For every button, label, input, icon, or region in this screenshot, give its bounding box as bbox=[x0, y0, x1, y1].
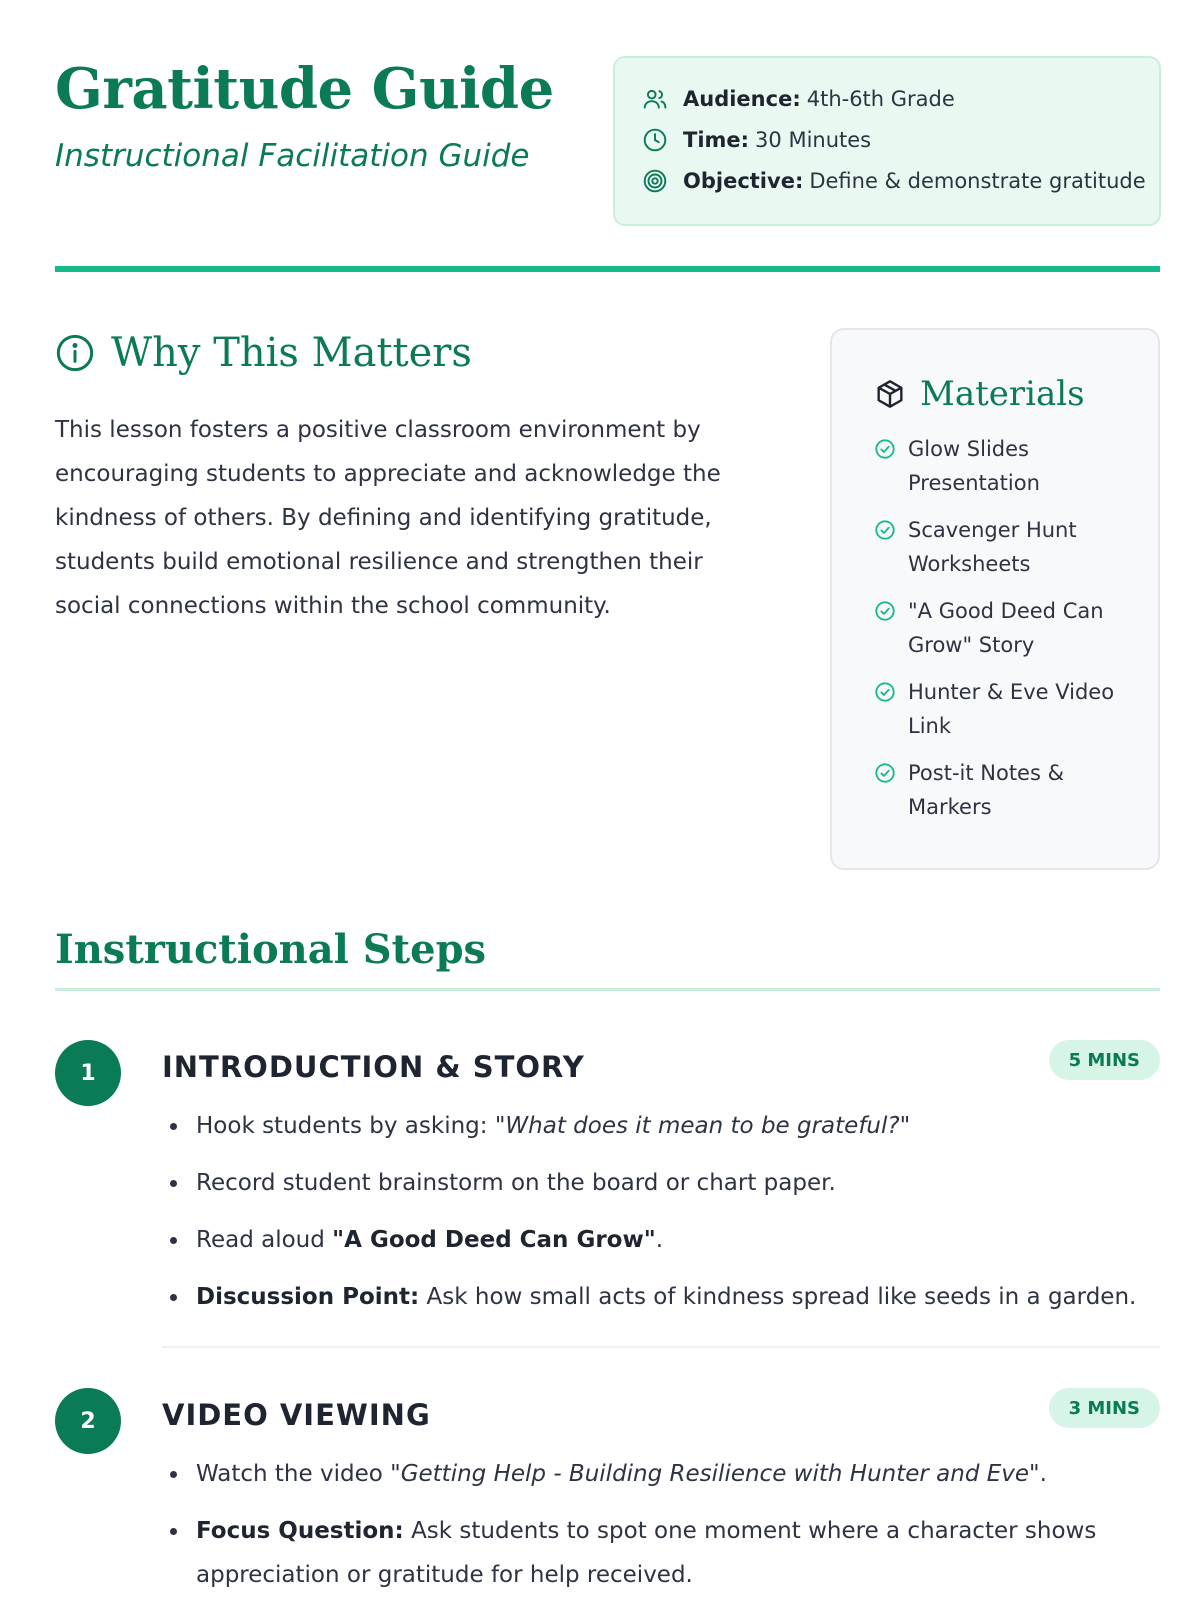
bullet-text: Hook students by asking: bbox=[196, 1113, 495, 1139]
target-icon bbox=[641, 167, 669, 195]
step-bullets bbox=[162, 1104, 1162, 1332]
info-icon bbox=[55, 333, 95, 373]
list-item bbox=[162, 1275, 1162, 1319]
step-title: VIDEO VIEWING bbox=[162, 1398, 431, 1432]
meta-audience-label: Audience: bbox=[683, 86, 801, 111]
list-item bbox=[874, 594, 1138, 662]
clock-icon bbox=[641, 126, 669, 154]
list-item bbox=[874, 675, 1138, 743]
list-item bbox=[874, 756, 1138, 824]
meta-time bbox=[641, 119, 1159, 160]
bullet-suffix: . bbox=[655, 1227, 664, 1253]
meta-audience-value: 4th-6th Grade bbox=[806, 86, 955, 111]
meta-time-label: Time: bbox=[683, 127, 750, 152]
page-header bbox=[55, 56, 1160, 226]
bullet-strong: "A Good Deed Can Grow" bbox=[332, 1227, 656, 1253]
bullet-emphasis: "Getting Help - Building Resilience with Hunter and Eve" bbox=[390, 1461, 1040, 1487]
list-item bbox=[162, 1452, 1162, 1496]
bullet-text: Read aloud bbox=[196, 1227, 333, 1253]
bullet-lead: Focus Question: bbox=[196, 1518, 404, 1544]
list-item bbox=[162, 1104, 1162, 1148]
list-item bbox=[162, 1509, 1162, 1597]
step-number-badge: 2 bbox=[55, 1388, 121, 1454]
materials-heading-text: Materials bbox=[920, 374, 1085, 414]
check-circle-icon bbox=[874, 438, 896, 460]
bullet-text: Ask how small acts of kindness spread like seeds in a garden. bbox=[419, 1284, 1137, 1310]
materials-list bbox=[874, 432, 1138, 824]
material-label: Post-it Notes & Markers bbox=[908, 761, 1064, 819]
material-label: Glow Slides Presentation bbox=[908, 437, 1040, 495]
bullet-lead: Discussion Point: bbox=[196, 1284, 420, 1310]
check-circle-icon bbox=[874, 681, 896, 703]
bullet-text: Ask students to spot one moment where a character shows appreciation or gratitude for help received. bbox=[196, 1518, 1097, 1588]
lesson-meta-box bbox=[613, 56, 1161, 226]
header-divider bbox=[55, 266, 1160, 272]
materials-heading bbox=[874, 374, 1138, 414]
bullet-suffix: . bbox=[1039, 1461, 1047, 1487]
list-item bbox=[874, 432, 1138, 500]
material-label: Scavenger Hunt Worksheets bbox=[908, 518, 1077, 576]
step-2 bbox=[55, 1388, 1160, 1598]
list-item bbox=[162, 1218, 1162, 1262]
step-number-badge: 1 bbox=[55, 1040, 121, 1106]
meta-objective-value: Define & demonstrate gratitude bbox=[809, 168, 1146, 193]
why-heading bbox=[55, 330, 472, 376]
step-bullets bbox=[162, 1452, 1162, 1600]
list-item bbox=[874, 513, 1138, 581]
bullet-emphasis: "What does it mean to be grateful?" bbox=[494, 1113, 911, 1139]
page-subtitle: Instructional Facilitation Guide bbox=[55, 138, 530, 174]
material-label: Hunter & Eve Video Link bbox=[908, 680, 1115, 738]
steps-heading: Instructional Steps bbox=[55, 926, 487, 973]
meta-audience bbox=[641, 78, 1159, 119]
page-title: Gratitude Guide bbox=[55, 56, 554, 122]
why-heading-text: Why This Matters bbox=[111, 330, 472, 376]
material-label: "A Good Deed Can Grow" Story bbox=[908, 599, 1104, 657]
duration-badge: 5 MINS bbox=[1049, 1040, 1160, 1080]
box-icon bbox=[874, 378, 906, 410]
step-1 bbox=[55, 1040, 1160, 1330]
meta-time-value: 30 Minutes bbox=[755, 127, 872, 152]
check-circle-icon bbox=[874, 600, 896, 622]
materials-card bbox=[830, 328, 1160, 870]
why-body: This lesson fosters a positive classroom environment by encouraging students to appreciate and acknowledge the kindness of others. By defining and identifying gratitude, students build emotional resilience and strengthen their social connections within the school community. bbox=[55, 417, 721, 619]
duration-badge: 3 MINS bbox=[1049, 1388, 1160, 1428]
step-separator bbox=[162, 1346, 1160, 1348]
steps-divider bbox=[55, 988, 1160, 991]
step-title: INTRODUCTION & STORY bbox=[162, 1050, 585, 1084]
bullet-text: Watch the video bbox=[196, 1461, 391, 1487]
bullet-text: Record student brainstorm on the board or chart paper. bbox=[196, 1170, 836, 1196]
check-circle-icon bbox=[874, 762, 896, 784]
meta-objective bbox=[641, 160, 1159, 201]
check-circle-icon bbox=[874, 519, 896, 541]
list-item bbox=[162, 1161, 1162, 1205]
meta-objective-label: Objective: bbox=[683, 168, 804, 193]
users-icon bbox=[641, 85, 669, 113]
